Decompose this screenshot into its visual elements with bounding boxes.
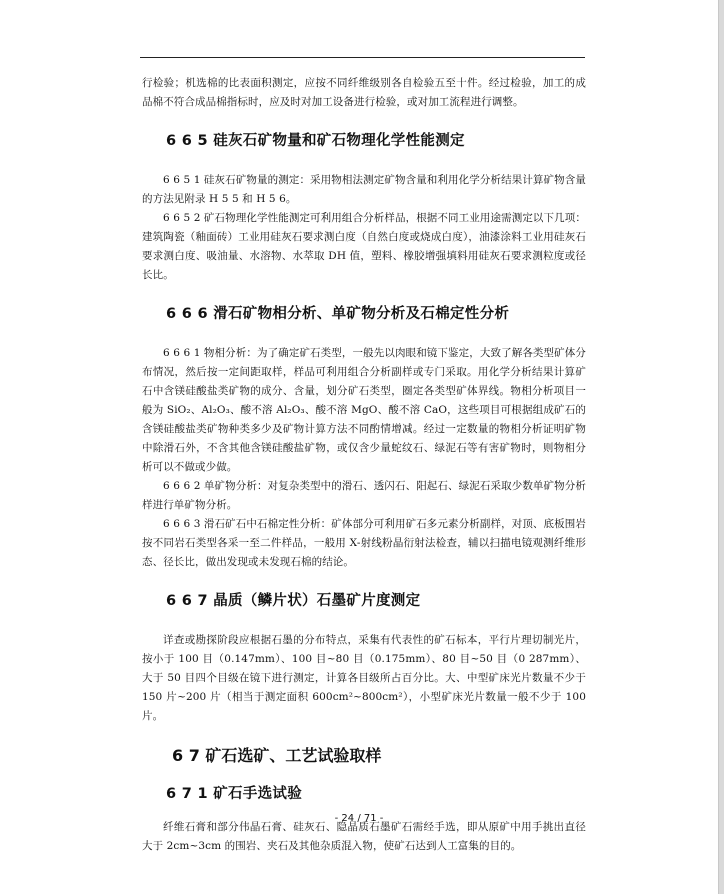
viewer-edge xyxy=(719,0,724,894)
section-665-heading: 6 6 5 硅灰石矿物量和矿石物理化学性能测定 xyxy=(166,133,465,149)
para-6663: 6 6 6 3 滑石矿石中石棉定性分析：矿体部分可利用矿石多元素分析副样，对顶、底板围岩按不同岩石类型各采一至二件样品，一般用 X-射线粉晶衍射法检查，辅以扫描电镜观测纤维形态、径长比，做出发现或未发现石棉的结论。 xyxy=(142,518,586,568)
para-671: 纤维石膏和部分伟晶石膏、硅灰石、隐晶质石墨矿石需经手选，即从原矿中用手挑出直径大于 2cm~3cm 的围岩、夹石及其他杂质混入物，使矿石达到人工富集的目的。 xyxy=(142,821,586,852)
intro-paragraph: 行检验；机选棉的比表面积测定，应按不同纤维级别各自检验五至十件。经过检验，加工的成品棉不符合成品棉指标时，应及时对加工设备进行检验，或对加工流程进行调整。 xyxy=(142,77,586,108)
page-content xyxy=(142,74,586,856)
section-666-heading: 6 6 6 滑石矿物相分析、单矿物分析及石棉定性分析 xyxy=(166,306,510,322)
para-6651: 6 6 5 1 硅灰石矿物量的测定：采用物相法测定矿物含量和利用化学分析结果计算矿物含量的方法见附录 H 5 5 和 H 5 6。 xyxy=(142,174,586,205)
para-6652: 6 6 5 2 矿石物理化学性能测定可利用组合分析样品，根据不同工业用途需测定以下几项：建筑陶瓷（釉面砖）工业用硅灰石要求测白度（自然白度或烧成白度），油漆涂料工业用硅灰石要求测白度、吸油量、水溶物、水萃取 DH 值，塑料、橡胶增强填料用硅灰石要求测粒度或径长比。 xyxy=(142,212,586,281)
page-number: - 24 / 71 - xyxy=(334,813,384,824)
section-67-heading: 6 7 矿石选矿、工艺试验取样 xyxy=(172,746,382,765)
section-667-heading: 6 6 7 晶质（鳞片状）石墨矿片度测定 xyxy=(166,593,421,609)
para-667: 详查或勘探阶段应根据石墨的分布特点，采集有代表性的矿石标本，平行片理切制光片，按小于 100 目（0.147mm）、100 目~80 目（0.175mm）、80 目~50 目（0 287mm）、大于 50 目四个目级在镜下进行测定，计算各目级所占百分比。大、中型矿床光片数量不少于 150 片~200 片（相当于测定面积 600cm²~800cm²），小型矿床光片数量一般不少于 100 片。 xyxy=(142,634,586,722)
para-6661: 6 6 6 1 物相分析：为了确定矿石类型，一般先以肉眼和镜下鉴定，大致了解各类型矿体分布情况，然后按一定间距取样，样品可利用组合分析副样或专门采取。用化学分析结果计算矿石中含镁硅酸盐类矿物的成分、含量，划分矿石类型，圈定各类型矿体界线。物相分析项目一般为 SiO₂、Al₂O₃、酸不溶 Al₂O₃、酸不溶 MgO、酸不溶 CaO，这些项目可根据组成矿石的含镁硅酸盐类矿物种类多少及矿物计算方法不同酌情增减。经过一定数量的物相分析证明矿物中除滑石外，不含其他含镁硅酸盐矿物，或仅含少量蛇纹石、绿泥石等有害矿物时，则物相分析可以不做或少做。 xyxy=(142,347,586,473)
section-671-heading: 6 7 1 矿石手选试验 xyxy=(166,786,303,802)
header-rule xyxy=(140,57,585,58)
para-6662: 6 6 6 2 单矿物分析：对复杂类型中的滑石、透闪石、阳起石、绿泥石采取少数单矿物分析样进行单矿物分析。 xyxy=(142,480,586,511)
